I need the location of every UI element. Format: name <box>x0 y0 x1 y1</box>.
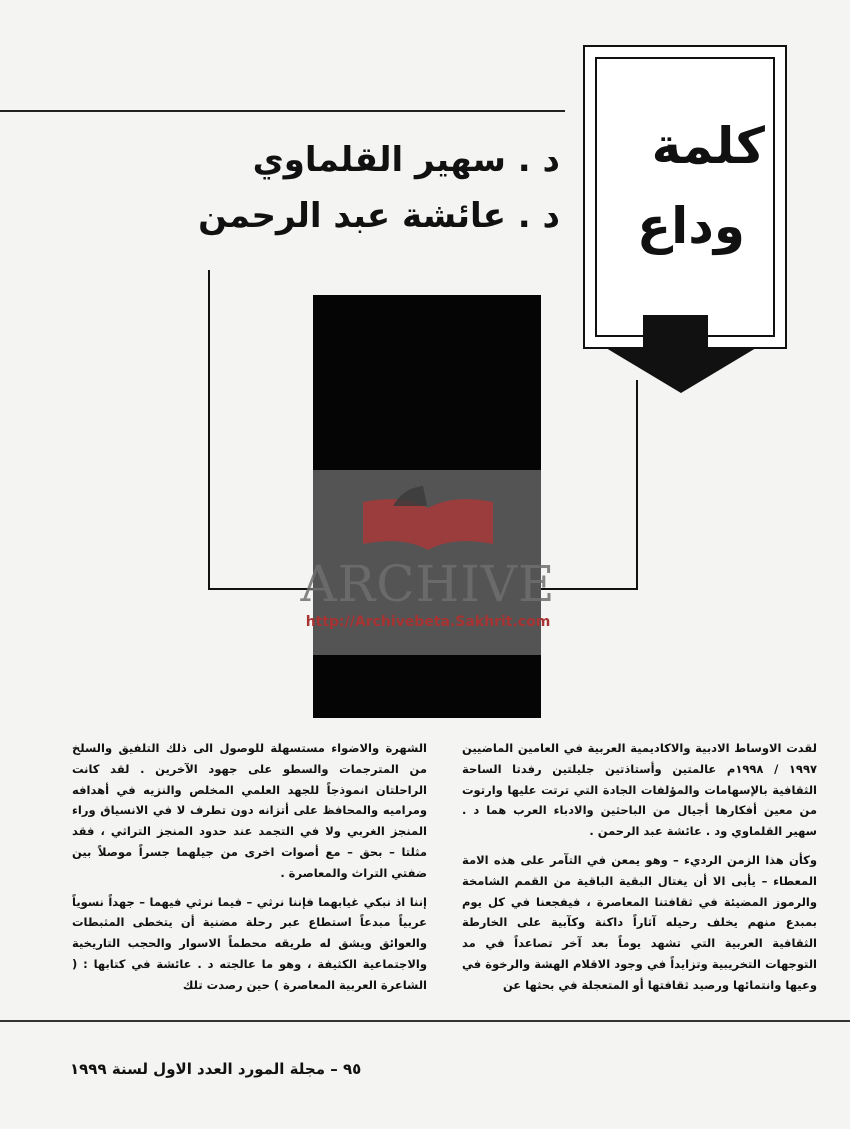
badge-word-kalima: كلمة <box>651 117 765 175</box>
down-arrow-icon <box>606 348 756 393</box>
badge-outer-frame <box>583 45 787 349</box>
frame-line-right <box>636 380 638 590</box>
author-name-1: د . سهير القلماوي <box>252 140 560 180</box>
top-rule <box>0 110 565 112</box>
frame-line-left <box>208 270 210 590</box>
bottom-rule <box>0 1020 850 1022</box>
article-column-left <box>72 738 427 1004</box>
watermark-url: http://Archivebeta.Sakhrit.com <box>305 614 551 630</box>
paragraph: لقدت الاوساط الادبية والاكاديمية العربية في العامين الماضيين ١٩٩٧ / ١٩٩٨م عالمتين وأستاذتين جليلتين رفدتا الساحة الثقافية بالإسهامات والمؤلفات الجادة التي ترتت عليها وارتوت من معين أفكارها أجيال من الباحثين والادباء العرب هما د . سهير القلماوي ود . عائشة عبد الرحمن . <box>462 741 817 839</box>
archive-watermark <box>300 470 556 655</box>
author-name-2: د . عائشة عبد الرحمن <box>198 196 560 236</box>
page-footer: ٩٥ – مجلة المورد العدد الاول لسنة ١٩٩٩ <box>70 1060 362 1078</box>
paragraph: وكأن هذا الزمن الرديء – وهو يمعن في التآمر على هذه الامة المعطاء – يأبى الا أن يغتال البقية الباقية من القمم الشامخة والرموز المضيئة في ثقافتنا المعاصرة ، فيفجعنا في كل يوم بمبدع منهم يخلف رحيله آثاراً داكنة وكآبية على الخارطة الثقافية العربية التي تشهد يوماً بعد آخر تصاعداً في مد التوجهات التخريبية وتزايداً في وجود الاقلام الهشة والرخوة في وعيها وانتمائها ورصيد ثقافتها أو المتعجلة في بحثها عن <box>462 852 817 992</box>
watermark-title: ARCHIVE <box>300 555 556 613</box>
paragraph: الشهرة والاضواء مستسهلة للوصول الى ذلك التلفيق والسلخ من المترجمات والسطو على جهود الآخرين . لقد كانت الراحلتان انموذجاً للجهد العلمي المخلص والنزيه في أهدافه ومراميه والمحافظ على أتزانه دون تطرف لا في الانسياق وراء المنجز الغربي ولا في التجمد عند حدود المنجز التراثي ، فقد مثلتا – بحق – مع أصوات اخرى من جيلهما جسراً موصلاً بين ضفتي التراث والمعاصرة . <box>72 741 427 880</box>
open-book-icon <box>353 480 503 560</box>
farewell-badge <box>583 45 788 400</box>
article-column-right <box>462 738 817 1004</box>
paragraph: إننا اذ نبكي غيابهما فإننا نرثي – فيما نرثي فيهما – جهداً نسوياً عربياً مبدعاً استطاع عبر رحلة مضنية أن يتخطى المثبطات والعوائق ويشق له طريقه محطماً الاسوار والحجب التاريخية والاجتماعية الكثيفة ، وهو ما عالجته د . عائشة في كتابها : ( الشاعرة العربية المعاصرة ) حين رصدت تلك <box>72 894 427 992</box>
badge-word-wadaa: وداع <box>636 197 745 255</box>
